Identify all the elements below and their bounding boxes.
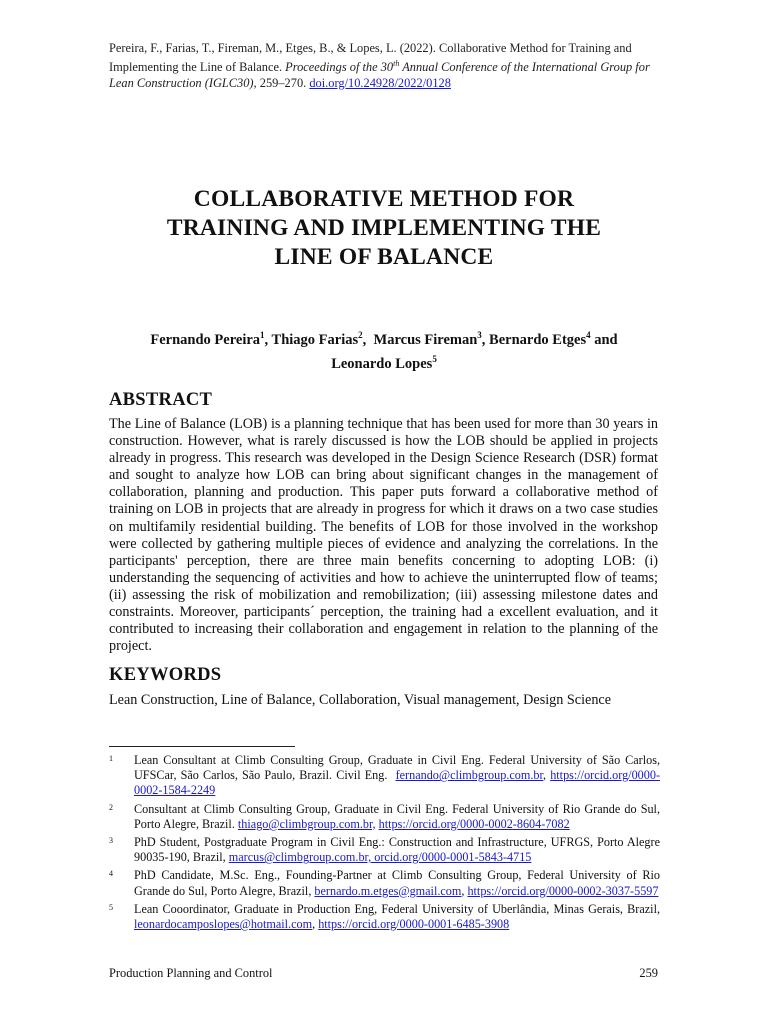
footnote-5 (109, 902, 660, 932)
footnote-text: Lean Consultant at Climb Consulting Group, Graduate in Civil Eng. Federal University of São Carlos, UFSCar, São Carlos, São Paulo, Brazil. Civil Eng. (134, 753, 664, 783)
paper-title (0, 185, 768, 272)
abstract-heading: ABSTRACT (109, 390, 213, 410)
citation-text: Pereira, F., Farias, T., Fireman, M., Etges, B., & Lopes, L. (2022). Collaborative Method for Training and Implementing the Line of Balance. (109, 41, 632, 75)
title-line-3: LINE OF BALANCE (274, 244, 494, 270)
author-list (0, 326, 768, 374)
author-affiliation-mark: 2 (358, 330, 363, 340)
author-name: Marcus Fireman (373, 331, 478, 348)
email-link[interactable]: fernando@climbgroup.com.br (395, 768, 544, 783)
author-separator: , (362, 331, 374, 348)
author-affiliation-mark: 3 (477, 330, 482, 340)
footnote-text: Consultant at Climb Consulting Group, Graduate in Civil Eng. Federal University of Rio Grande do Sul, Porto Alegre, Brazil. (134, 801, 660, 831)
footnote-separator: , (461, 883, 468, 898)
footnote-4 (109, 868, 660, 898)
author-name: Thiago Farias (271, 331, 359, 348)
author-separator: , (264, 331, 272, 348)
email-link[interactable]: thiago@climbgroup.com.br, (237, 816, 376, 831)
footnote-number: 2 (109, 802, 113, 812)
footnote-text: PhD Candidate, M.Sc. Eng., Founding-Partner at Climb Consulting Group, Federal University of Rio Grande do Sul, Porto Alegre, Brazil, (134, 868, 660, 898)
footnote-separator: , (312, 917, 319, 932)
author-name: Bernardo Etges (489, 331, 587, 348)
author-name: Leonardo Lopes (331, 355, 433, 372)
page-number: 259 (639, 966, 658, 980)
footnote-number: 1 (109, 754, 113, 763)
footnote-separator: , (543, 768, 551, 783)
footnote-3 (109, 835, 660, 865)
orcid-link[interactable]: https://orcid.org/0000-0002-1584-2249 (134, 768, 660, 798)
email-link[interactable]: leonardocamposlopes@hotmail.com (134, 917, 313, 932)
footnote-2 (109, 802, 660, 832)
citation-proceedings: Proceedings of the 30 (285, 60, 394, 75)
footnote-number: 4 (109, 869, 113, 879)
orcid-link[interactable]: https://orcid.org/0000-0002-8604-7082 (378, 816, 570, 831)
footnote-text: Lean Cooordinator, Graduate in Production Eng, Federal University of Uberlândia, Minas Gerais, Brazil, (134, 901, 660, 916)
keywords-body: Lean Construction, Line of Balance, Collaboration, Visual management, Design Science (109, 692, 612, 708)
author-separator: and (590, 331, 618, 348)
citation-superscript: th (393, 59, 400, 68)
orcid-link[interactable]: https://orcid.org/0000-0002-3037-5597 (467, 883, 659, 898)
author-affiliation-mark: 1 (260, 330, 265, 340)
footnote-text: PhD Student, Postgraduate Program in Civil Eng.: Construction and Infrastructure, UFRGS, Porto Alegre 90035-190, Brazil, (134, 835, 660, 865)
doi-link[interactable]: doi.org/10.24928/2022/0128 (309, 76, 451, 91)
author-affiliation-mark: 4 (586, 330, 591, 340)
author-affiliation-mark: 5 (432, 353, 437, 364)
footnote-number: 3 (109, 836, 113, 846)
abstract-body: The Line of Balance (LOB) is a planning technique that has been used for more than 30 years in construction. However, what is rarely discussed is how the LOB should be applied in projects already in progress. This research was developed in the Design Science Research (DSR) format and sought to analyze how LOB can bring about significant changes in the management of collaboration, planning and production. This paper puts forward a collaborative method of training on LOB in projects that are already in progress for which it draws on a two case studies on multifamily residential building. The benefits of LOB for those involved in the workshop were collected by gathering multiple pieces of evidence and analyzing the correlations. In the participants' perception, there are three main benefits concerning to adopting LOB: (i) understanding the sequencing of activities and how to achieve the uninterrupted flow of teams; (ii) assessing the risk of mobilization and remobilization; (iii) assessing milestone dates and constraints. Moreover, participants´ perception, the training had a excellent evaluation, and it contributed to increasing their collaboration and engagement in relation to the planning of the project. (109, 416, 658, 655)
footnotes (109, 753, 664, 935)
citation-conference: Annual Conference of the International Group for Lean Construction (IGLC30), (109, 60, 650, 91)
author-name: Fernando Pereira (150, 331, 261, 348)
footnote-1 (109, 753, 664, 799)
author-separator: , (481, 331, 490, 348)
citation-pages: 259–270. (256, 76, 310, 91)
email-link[interactable]: bernardo.m.etges@gmail.com (314, 883, 462, 898)
title-line-1: COLLABORATIVE METHOD FOR (193, 186, 575, 212)
orcid-link[interactable]: https://orcid.org/0000-0001-6485-3908 (318, 917, 510, 932)
email-orcid-link[interactable]: marcus@climbgroup.com.br, orcid.org/0000-0001-5843-4715 (228, 850, 532, 865)
keywords-heading: KEYWORDS (109, 665, 222, 685)
running-footer: Production Planning and Control (109, 966, 273, 980)
title-line-2: TRAINING AND IMPLEMENTING THE (166, 215, 602, 241)
citation-header (109, 40, 664, 91)
footnote-number: 5 (109, 902, 113, 912)
footnote-divider (109, 746, 295, 747)
